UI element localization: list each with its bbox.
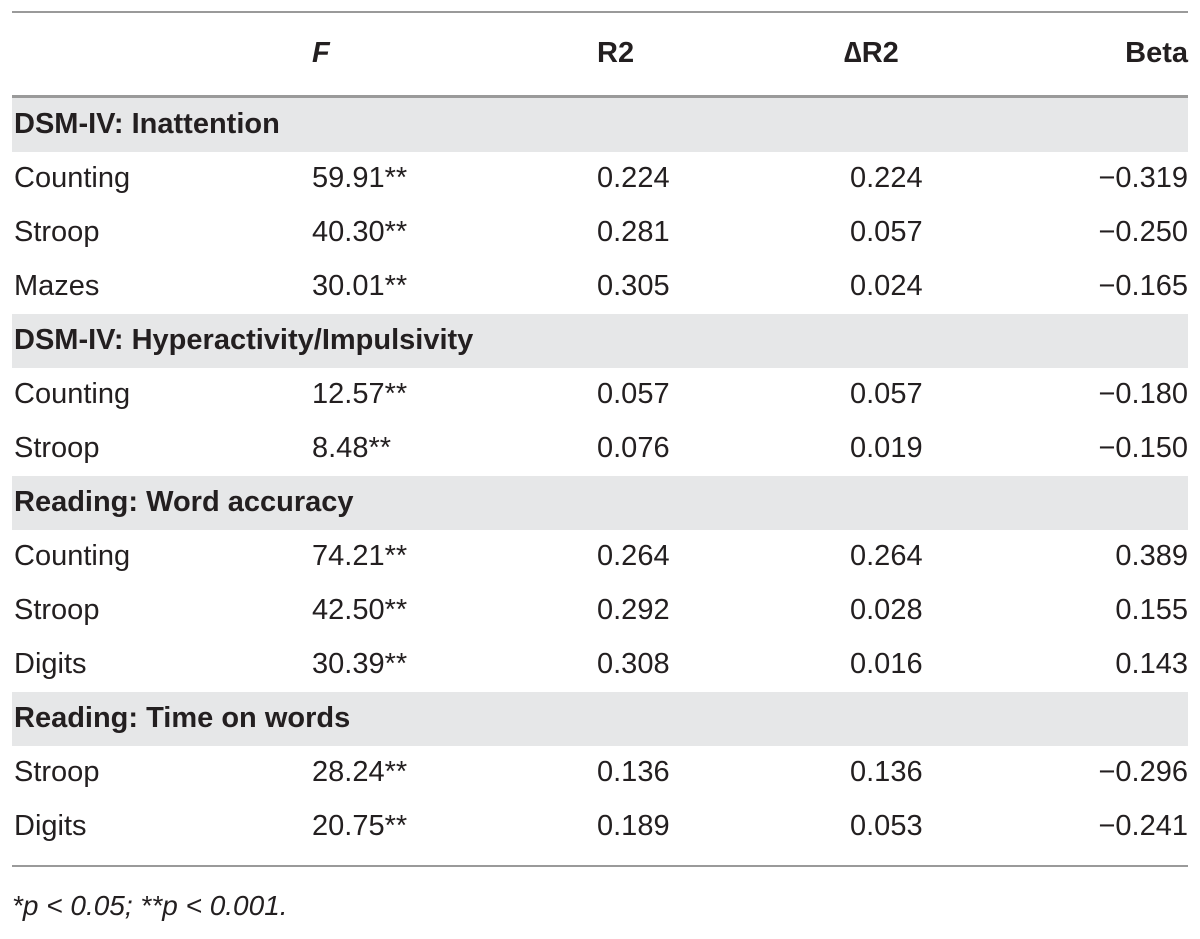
f-value: 12.57** xyxy=(312,378,408,410)
f-value: 42.50** xyxy=(312,594,408,626)
table-footnote: *p < 0.05; **p < 0.001. xyxy=(12,890,288,921)
table-bottom-rule xyxy=(12,865,1188,867)
table-row xyxy=(12,800,1188,854)
beta-value: −0.241 xyxy=(1098,810,1188,842)
f-value: 30.01** xyxy=(312,270,408,302)
r2-value: 0.281 xyxy=(597,216,670,248)
row-label: Stroop xyxy=(14,594,100,626)
section-title: Reading: Time on words xyxy=(14,702,351,734)
beta-value: −0.319 xyxy=(1098,162,1188,194)
row-label: Digits xyxy=(14,648,87,680)
beta-value: −0.180 xyxy=(1098,378,1188,410)
r2-value: 0.264 xyxy=(597,540,670,572)
f-value: 40.30** xyxy=(312,216,408,248)
row-label: Stroop xyxy=(14,432,100,464)
table-header-row xyxy=(12,13,1188,95)
delta-r2-value: 0.053 xyxy=(850,810,923,842)
row-label: Stroop xyxy=(14,216,100,248)
section-title: DSM-IV: Inattention xyxy=(14,108,280,140)
r2-value: 0.076 xyxy=(597,432,670,464)
table-row xyxy=(12,422,1188,476)
row-label: Counting xyxy=(14,378,131,410)
table-body xyxy=(12,98,1188,854)
header-delta-r2: ∆R2 xyxy=(844,37,899,69)
section-title: Reading: Word accuracy xyxy=(14,486,354,518)
table-row xyxy=(12,260,1188,314)
table-row xyxy=(12,584,1188,638)
header-beta: Beta xyxy=(1125,37,1188,69)
delta-r2-value: 0.057 xyxy=(850,216,923,248)
row-label: Mazes xyxy=(14,270,100,302)
row-label: Counting xyxy=(14,162,131,194)
beta-value: −0.150 xyxy=(1098,432,1188,464)
table-row xyxy=(12,206,1188,260)
table-row xyxy=(12,530,1188,584)
delta-r2-value: 0.264 xyxy=(850,540,923,572)
f-value: 20.75** xyxy=(312,810,408,842)
r2-value: 0.292 xyxy=(597,594,670,626)
r2-value: 0.189 xyxy=(597,810,670,842)
beta-value: −0.250 xyxy=(1098,216,1188,248)
delta-r2-value: 0.016 xyxy=(850,648,923,680)
r2-value: 0.308 xyxy=(597,648,670,680)
beta-value: 0.155 xyxy=(1115,594,1188,626)
f-value: 74.21** xyxy=(312,540,408,572)
r2-value: 0.305 xyxy=(597,270,670,302)
beta-value: 0.389 xyxy=(1115,540,1188,572)
r2-value: 0.224 xyxy=(597,162,670,194)
table-row xyxy=(12,368,1188,422)
row-label: Counting xyxy=(14,540,131,572)
section-header-row xyxy=(12,98,1188,152)
f-value: 8.48** xyxy=(312,432,392,464)
f-value: 28.24** xyxy=(312,756,408,788)
table-row xyxy=(12,638,1188,692)
delta-r2-value: 0.136 xyxy=(850,756,923,788)
section-header-row xyxy=(12,692,1188,746)
delta-r2-value: 0.019 xyxy=(850,432,923,464)
beta-value: −0.165 xyxy=(1098,270,1188,302)
beta-value: 0.143 xyxy=(1115,648,1188,680)
beta-value: −0.296 xyxy=(1098,756,1188,788)
row-label: Stroop xyxy=(14,756,100,788)
r2-value: 0.136 xyxy=(597,756,670,788)
delta-r2-value: 0.024 xyxy=(850,270,923,302)
r2-value: 0.057 xyxy=(597,378,670,410)
section-title: DSM-IV: Hyperactivity/Impulsivity xyxy=(14,324,474,356)
section-header-row xyxy=(12,314,1188,368)
section-header-row xyxy=(12,476,1188,530)
table-row xyxy=(12,152,1188,206)
regression-table xyxy=(12,0,1188,867)
delta-r2-value: 0.224 xyxy=(850,162,923,194)
row-label: Digits xyxy=(14,810,87,842)
table-row xyxy=(12,746,1188,800)
delta-r2-value: 0.057 xyxy=(850,378,923,410)
delta-r2-value: 0.028 xyxy=(850,594,923,626)
f-value: 59.91** xyxy=(312,162,408,194)
header-r2: R2 xyxy=(597,37,635,69)
header-f: F xyxy=(312,37,330,69)
f-value: 30.39** xyxy=(312,648,408,680)
